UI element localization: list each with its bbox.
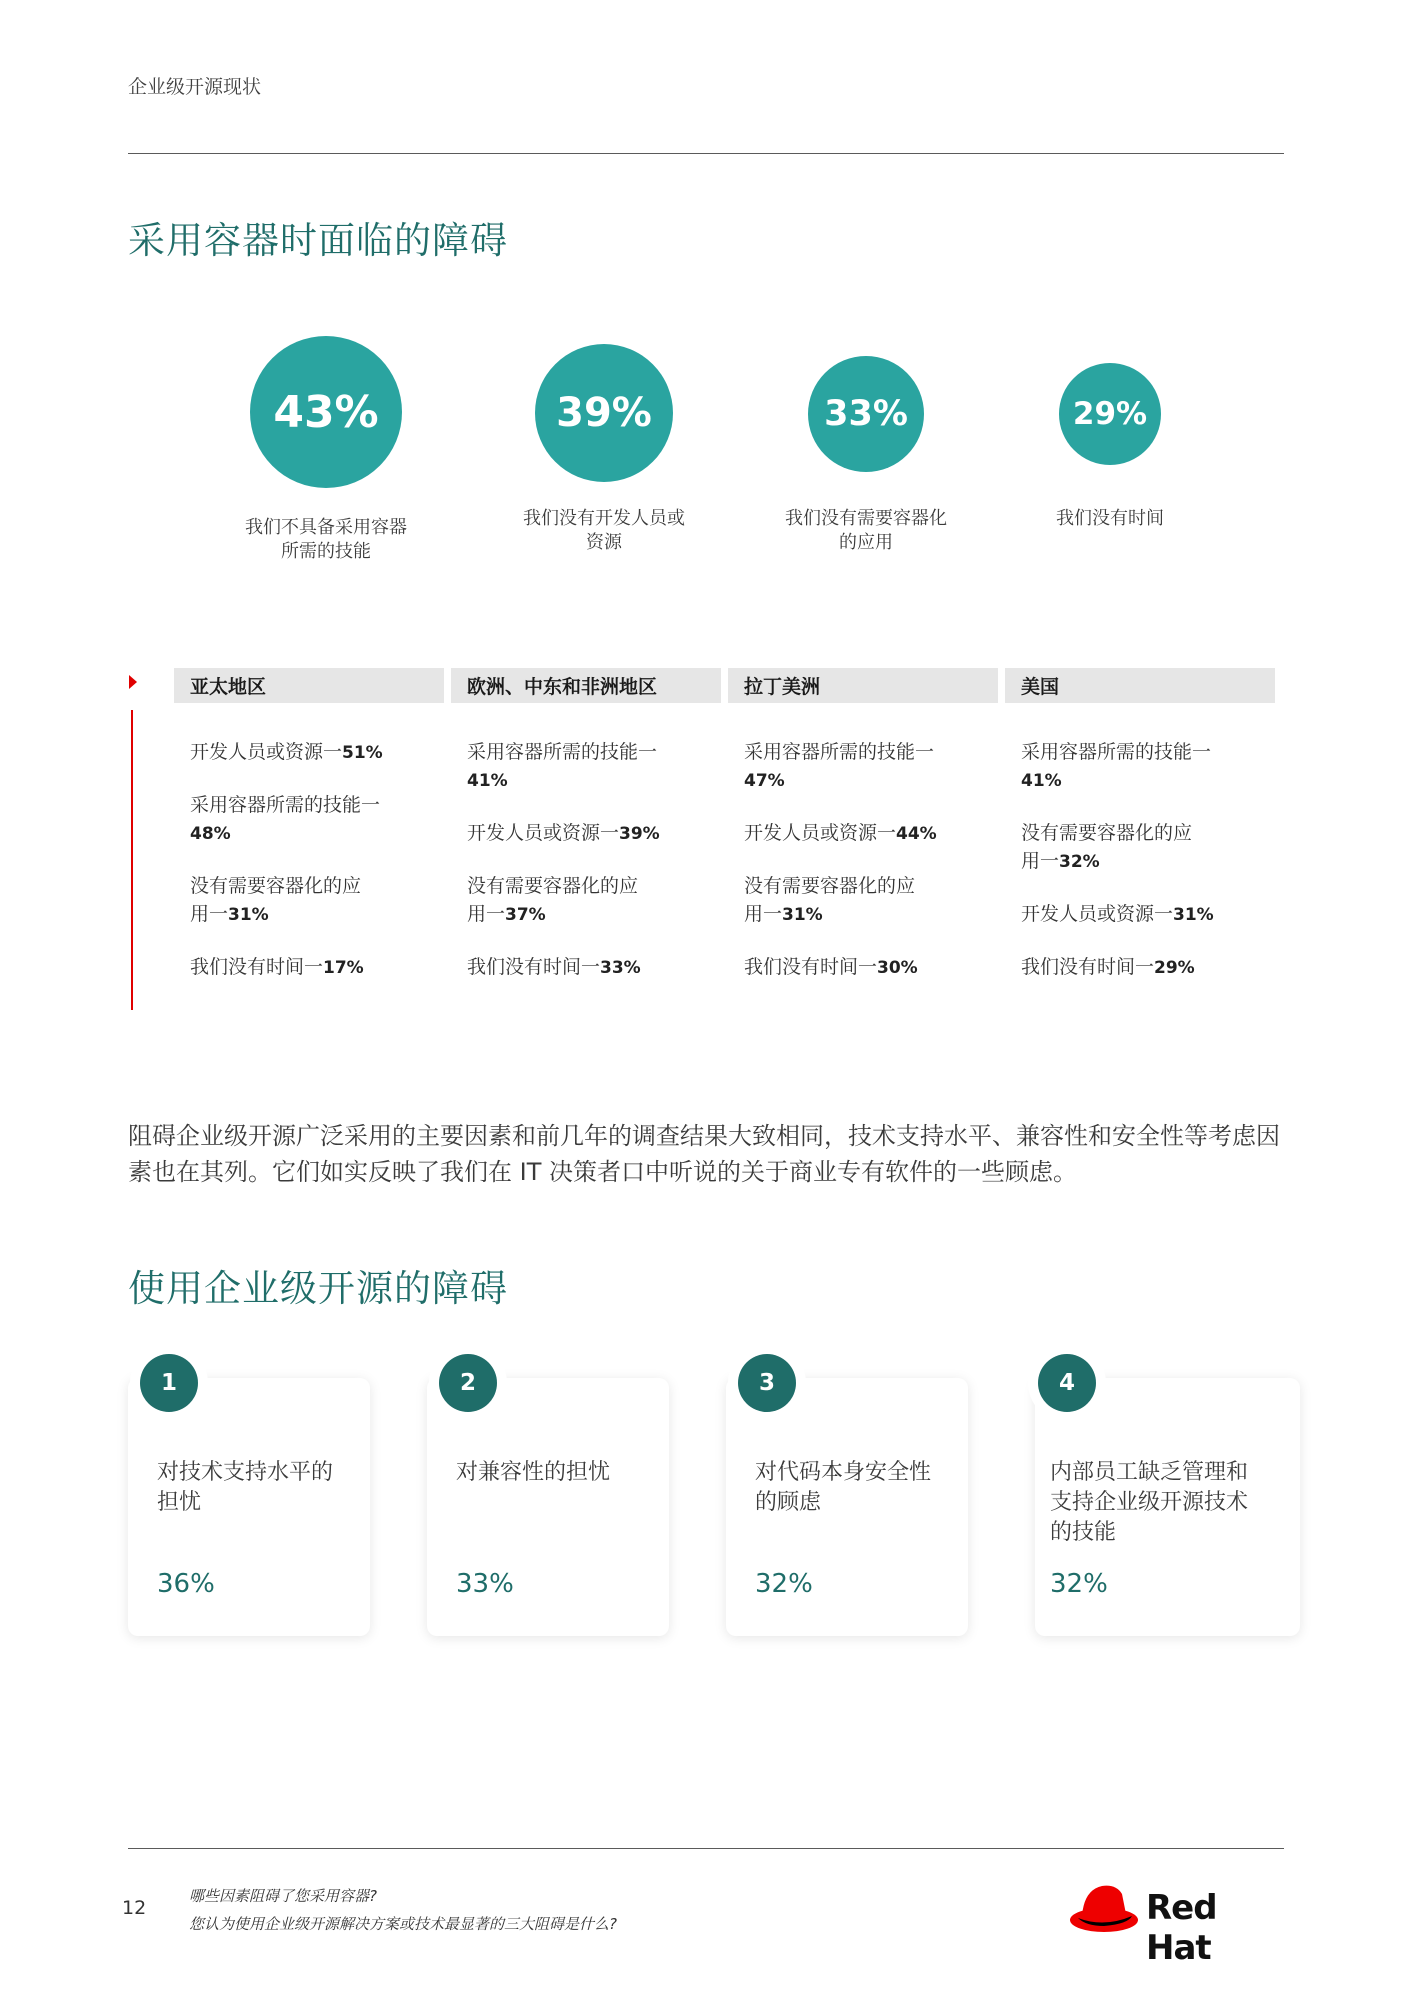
card-number-badge: 2: [439, 1354, 497, 1412]
list-item: 没有需要容器化的应 用一31%: [190, 875, 362, 925]
region-list-latam: [744, 738, 984, 982]
stat-block: [220, 336, 432, 564]
section-title-containers: 采用容器时面临的障碍: [128, 219, 508, 262]
region-list-apac: [190, 738, 430, 982]
region-header-emea: 欧洲、中东和非洲地区: [451, 668, 721, 703]
brand-name: Red Hat: [1146, 1888, 1217, 1968]
list-item: 我们没有时间一29%: [1021, 956, 1195, 978]
list-item: 开发人员或资源一31%: [1021, 903, 1214, 925]
list-item: 采用容器所需的技能一 48%: [190, 794, 381, 844]
stat-caption: 我们没有时间: [1056, 508, 1164, 529]
card-percent: 33%: [456, 1569, 514, 1599]
list-item: 采用容器所需的技能一 41%: [1021, 741, 1212, 791]
barrier-card: [427, 1370, 669, 1636]
red-triangle-marker-icon: [129, 675, 137, 689]
list-item: 采用容器所需的技能一 41%: [467, 741, 658, 791]
stat-block: [760, 356, 972, 555]
region-header-latam: 拉丁美洲: [728, 668, 998, 703]
page-number: 12: [122, 1897, 147, 1919]
list-item: 开发人员或资源一44%: [744, 822, 937, 844]
card-text: 对兼容性的担忧: [456, 1460, 611, 1485]
card-number-badge: 4: [1038, 1354, 1096, 1412]
card-number-badge: 1: [140, 1354, 198, 1412]
region-header-us: 美国: [1005, 668, 1275, 703]
footer-question-2: 您认为使用企业级开源解决方案或技术最显著的三大阻碍是什么?: [189, 1915, 617, 1933]
stat-block: [498, 344, 710, 555]
card-percent: 32%: [755, 1569, 813, 1599]
list-item: 没有需要容器化的应 用一32%: [1021, 822, 1193, 872]
barrier-card: [1035, 1370, 1300, 1636]
accent-line: [131, 710, 133, 1010]
header-divider: [128, 153, 1284, 154]
section-title-enterprise: 使用企业级开源的障碍: [128, 1267, 508, 1310]
stat-caption: 我们没有需要容器化 的应用: [785, 508, 947, 553]
red-hat-logo-icon: [1068, 1880, 1140, 1938]
list-item: 我们没有时间一33%: [467, 956, 641, 978]
red-hat-logo: [1068, 1880, 1288, 1968]
list-item: 我们没有时间一30%: [744, 956, 918, 978]
card-text: 内部员工缺乏管理和 支持企业级开源技术 的技能: [1050, 1460, 1249, 1545]
card-text: 对技术支持水平的 担忧: [157, 1460, 334, 1515]
stat-circle: 29%: [1059, 363, 1161, 465]
list-item: 我们没有时间一17%: [190, 956, 364, 978]
stat-circle: 43%: [250, 336, 402, 488]
barrier-card: [128, 1370, 370, 1636]
stat-block: [1004, 363, 1216, 531]
list-item: 开发人员或资源一39%: [467, 822, 660, 844]
stat-circle: 33%: [808, 356, 924, 472]
barrier-card: [726, 1370, 968, 1636]
region-list-us: [1021, 738, 1261, 982]
body-paragraph: 阻碍企业级开源广泛采用的主要因素和前几年的调查结果大致相同，技术支持水平、兼容性和安全性等考虑因素也在其列。它们如实反映了我们在 IT 决策者口中听说的关于商业专有软件的一些顾虑。: [128, 1122, 1280, 1186]
region-list-emea: [467, 738, 707, 982]
stat-caption: 我们没有开发人员或 资源: [523, 508, 685, 553]
list-item: 采用容器所需的技能一 47%: [744, 741, 935, 791]
list-item: 没有需要容器化的应 用一37%: [467, 875, 639, 925]
stat-caption: 我们不具备采用容器 所需的技能: [245, 517, 407, 562]
footer-divider: [128, 1848, 1284, 1849]
region-header-apac: 亚太地区: [174, 668, 444, 703]
footer-question-1: 哪些因素阻碍了您采用容器?: [189, 1887, 377, 1905]
list-item: 没有需要容器化的应 用一31%: [744, 875, 916, 925]
list-item: 开发人员或资源一51%: [190, 741, 383, 763]
stat-circle: 39%: [535, 344, 673, 482]
card-percent: 32%: [1050, 1569, 1108, 1599]
card-text: 对代码本身安全性 的顾虑: [755, 1460, 932, 1515]
card-percent: 36%: [157, 1569, 215, 1599]
card-number-badge: 3: [738, 1354, 796, 1412]
document-label: 企业级开源现状: [128, 76, 262, 98]
